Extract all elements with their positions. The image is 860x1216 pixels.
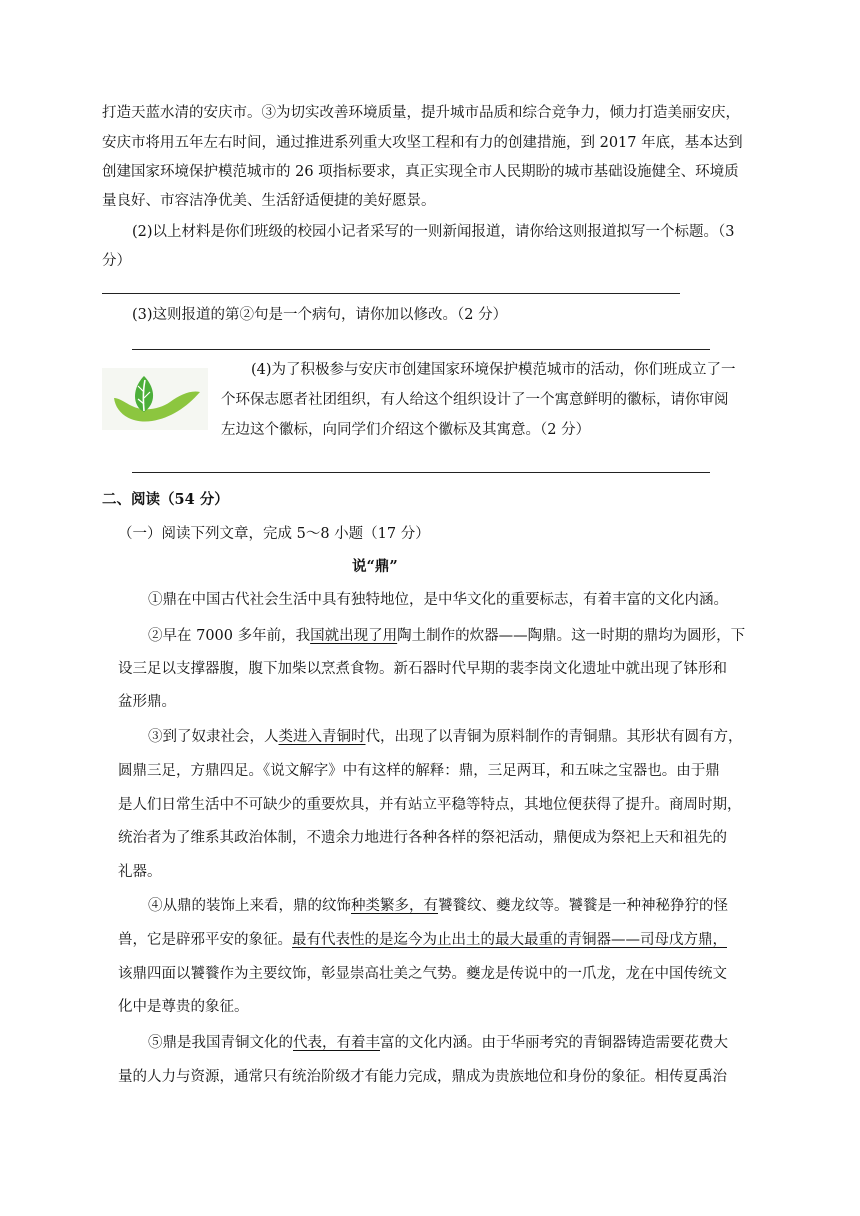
question-4-line-3: 左边这个徽标，向同学们介绍这个徽标及其寓意。（2 分） [221, 422, 591, 438]
paragraph-3-text: 代，出现了以青铜为原料制作的青铜鼎。其形状有圆有方， [365, 729, 743, 745]
article-title: 说“鼎” [352, 558, 398, 575]
paragraph-4-line-2 [118, 930, 727, 950]
paragraph-4-line-1 [148, 896, 728, 916]
paragraph-1: ①鼎在中国古代社会生活中具有独特地位，是中华文化的重要标志，有着丰富的文化内涵。 [148, 592, 728, 608]
question-2-line-2: 分） [102, 253, 131, 269]
paragraph-5-text: 富的文化内涵。由于华丽考究的青铜器铸造需要花费大 [380, 1035, 728, 1051]
underlined-phrase: 类进入青铜时 [278, 729, 366, 745]
answer-line-q2[interactable] [102, 293, 680, 294]
question-2-line-1: (2)以上材料是你们班级的校园小记者采写的一则新闻报道，请你给这则报道拟写一个标题。（3 [132, 224, 735, 240]
paragraph-3-line-3: 是人们日常生活中不可缺少的重要炊具，并有站立平稳等特点，其地位便获得了提升。商周时期， [118, 797, 742, 813]
paragraph-3-line-1 [148, 727, 743, 747]
paragraph-5-line-1 [148, 1033, 728, 1053]
question-4-line-1: (4)为了积极参与安庆市创建国家环境保护模范城市的活动，你们班成立了一 [251, 362, 736, 378]
paragraph-4-text: ④从鼎的装饰上来看，鼎的纹饰 [148, 898, 351, 914]
paragraph-2-text: ②早在 7000 多年前，我 [148, 628, 311, 644]
underlined-phrase: 国就出现了用 [310, 628, 398, 644]
paragraph-5-line-2: 量的人力与资源，通常只有统治阶级才有能力完成，鼎成为贵族地位和身份的象征。相传夏禹治 [118, 1069, 727, 1085]
intro-line-3: 创建国家环境保护模范城市的 26 项指标要求，真正实现全市人民期盼的城市基础设施健全、环境质 [102, 164, 739, 180]
underlined-phrase: 代表，有着丰 [293, 1035, 380, 1051]
reading-part-1-instructions: （一）阅读下列文章，完成 5～8 小题（17 分） [118, 526, 430, 542]
paragraph-3-line-4: 统治者为了维系其政治体制，不遗余力地进行各种各样的祭祀活动，鼎便成为祭祀上天和祖先的 [118, 830, 727, 846]
paragraph-4-line-3: 该鼎四面以饕餮作为主要纹饰，彰显崇高壮美之气势。夔龙是传说中的一爪龙，龙在中国传统文 [118, 966, 727, 982]
hand-shape [114, 392, 200, 422]
underlined-sentence: 最有代表性的是迄今为止出土的最大最重的青铜器——司母戊方鼎， [292, 932, 727, 948]
paragraph-4-text: 饕餮纹、夔龙纹等。饕餮是一种神秘狰狞的怪 [438, 898, 728, 914]
paragraph-3-line-2: 圆鼎三足，方鼎四足。《说文解字》中有这样的解释：鼎，三足两耳，和五味之宝器也。由于鼎 [118, 763, 720, 779]
answer-line-q4[interactable] [132, 472, 710, 473]
paragraph-4-text: 兽，它是辟邪平安的象征。 [118, 932, 292, 948]
section-heading-reading: 二、阅读（54 分） [102, 491, 229, 508]
paragraph-2-line-3: 盆形鼎。 [118, 694, 176, 710]
paragraph-5-text: ⑤鼎是我国青铜文化的 [148, 1035, 293, 1051]
intro-line-2: 安庆市将用五年左右时间，通过推进系列重大攻坚工程和有力的创建措施，到 2017 年底，基本达到 [102, 135, 743, 151]
eco-logo-image [102, 368, 208, 430]
paragraph-3-line-5: 礼器。 [118, 864, 162, 880]
answer-line-q3[interactable] [132, 349, 710, 350]
leaf-hand-icon [102, 368, 208, 430]
paragraph-3-text: ③到了奴隶社会，人 [148, 729, 279, 745]
question-4-line-2: 个环保志愿者社团组织，有人给这个组织设计了一个寓意鲜明的徽标，请你审阅 [221, 392, 729, 408]
paragraph-2-text: 陶土制作的炊器——陶鼎。这一时期的鼎均为圆形，下 [397, 628, 746, 644]
intro-line-4: 量良好、市容洁净优美、生活舒适便捷的美好愿景。 [102, 193, 436, 209]
paragraph-2-line-2: 设三足以支撑器腹，腹下加柴以烹煮食物。新石器时代早期的裴李岗文化遗址中就出现了钵形和 [118, 661, 727, 677]
question-3: (3)这则报道的第②句是一个病句，请你加以修改。（2 分） [132, 307, 508, 323]
paragraph-2-line-1 [148, 626, 745, 646]
underlined-phrase: 种类繁多，有 [351, 898, 438, 914]
paragraph-4-line-4: 化中是尊贵的象征。 [118, 999, 249, 1015]
intro-line-1: 打造天蓝水清的安庆市。③为切实改善环境质量，提升城市品质和综合竞争力，倾力打造美丽安庆， [102, 105, 740, 121]
